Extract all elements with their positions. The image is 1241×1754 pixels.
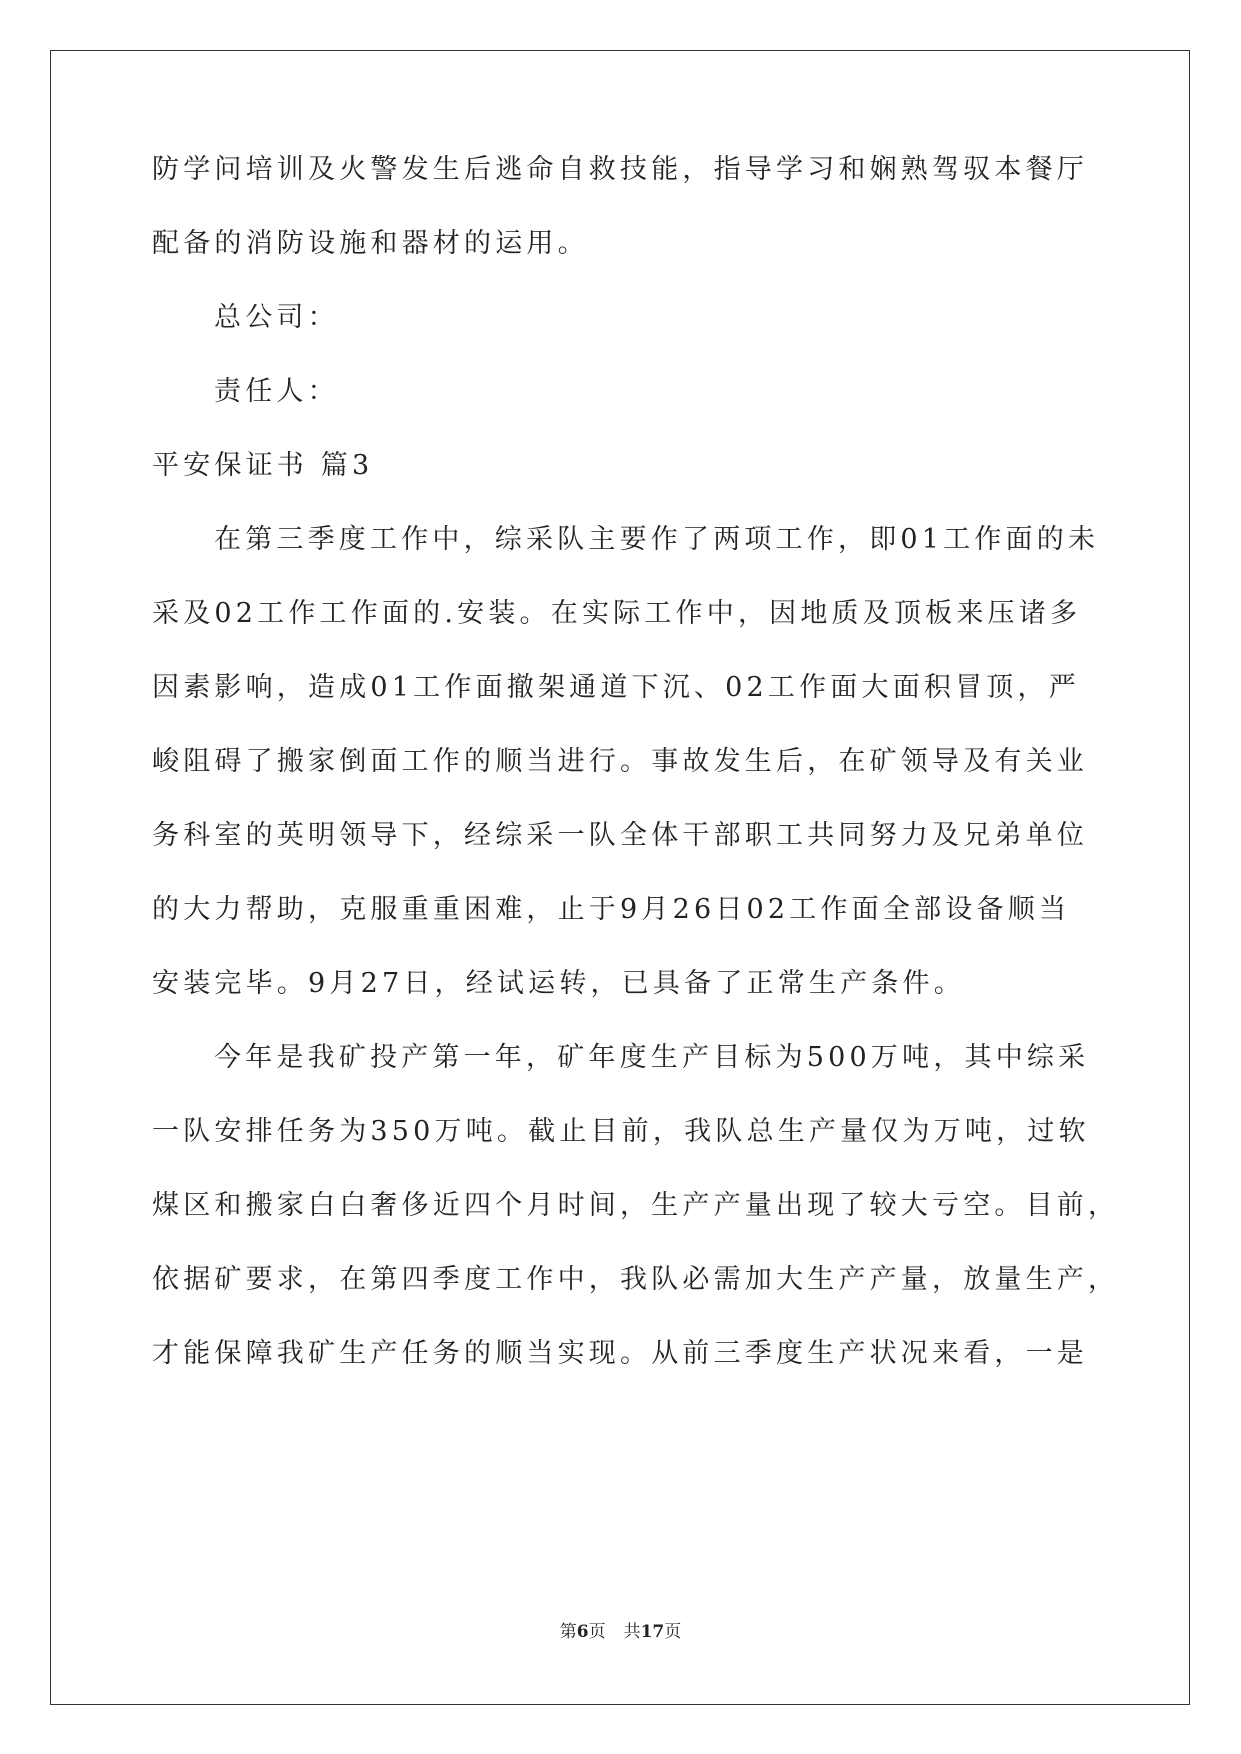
- text-line: 一队安排任务为350万吨。截止目前，我队总生产量仅为万吨，过软: [152, 1116, 1090, 1147]
- company-label: 总公司：: [214, 302, 339, 333]
- section-heading: 平安保证书 篇3: [152, 450, 374, 481]
- text-line: 安装完毕。9月27日，经试运转，已具备了正常生产条件。: [152, 968, 965, 999]
- text-line: 在第三季度工作中，综采队主要作了两项工作，即01工作面的未: [214, 524, 1100, 555]
- text-line: 煤区和搬家白白奢侈近四个月时间，生产产量出现了较大亏空。目前，: [152, 1190, 1120, 1221]
- footer-total-suffix: 页: [664, 1622, 682, 1642]
- current-page-number: 6: [576, 1622, 589, 1642]
- text-line: 才能保障我矿生产任务的顺当实现。从前三季度生产状况来看，一是: [152, 1338, 1088, 1369]
- footer-prefix: 第: [559, 1622, 577, 1642]
- text-line: 因素影响，造成01工作面撤架通道下沉、02工作面大面积冒顶，严: [152, 672, 1080, 703]
- page-footer: [0, 1617, 1241, 1642]
- text-line: 务科室的英明领导下，经综采一队全体干部职工共同努力及兄弟单位: [152, 820, 1088, 851]
- responsible-person-label: 责任人：: [214, 376, 339, 407]
- text-line: 峻阻碍了搬家倒面工作的顺当进行。事故发生后，在矿领导及有关业: [152, 746, 1088, 777]
- footer-page-suffix: 页: [588, 1622, 606, 1642]
- text-line: 的大力帮助，克服重重困难，止于9月26日02工作面全部设备顺当: [152, 894, 1071, 925]
- text-line: 采及02工作工作面的.安装。在实际工作中，因地质及顶板来压诸多: [152, 598, 1082, 629]
- text-line: 今年是我矿投产第一年，矿年度生产目标为500万吨，其中综采: [214, 1042, 1090, 1073]
- footer-total-prefix: 共: [623, 1622, 641, 1642]
- text-line: 配备的消防设施和器材的运用。: [152, 228, 589, 259]
- text-line: 防学问培训及火警发生后逃命自救技能，指导学习和娴熟驾驭本餐厅: [152, 154, 1088, 185]
- text-line: 依据矿要求，在第四季度工作中，我队必需加大生产产量，放量生产，: [152, 1264, 1120, 1295]
- total-page-count: 17: [640, 1622, 665, 1642]
